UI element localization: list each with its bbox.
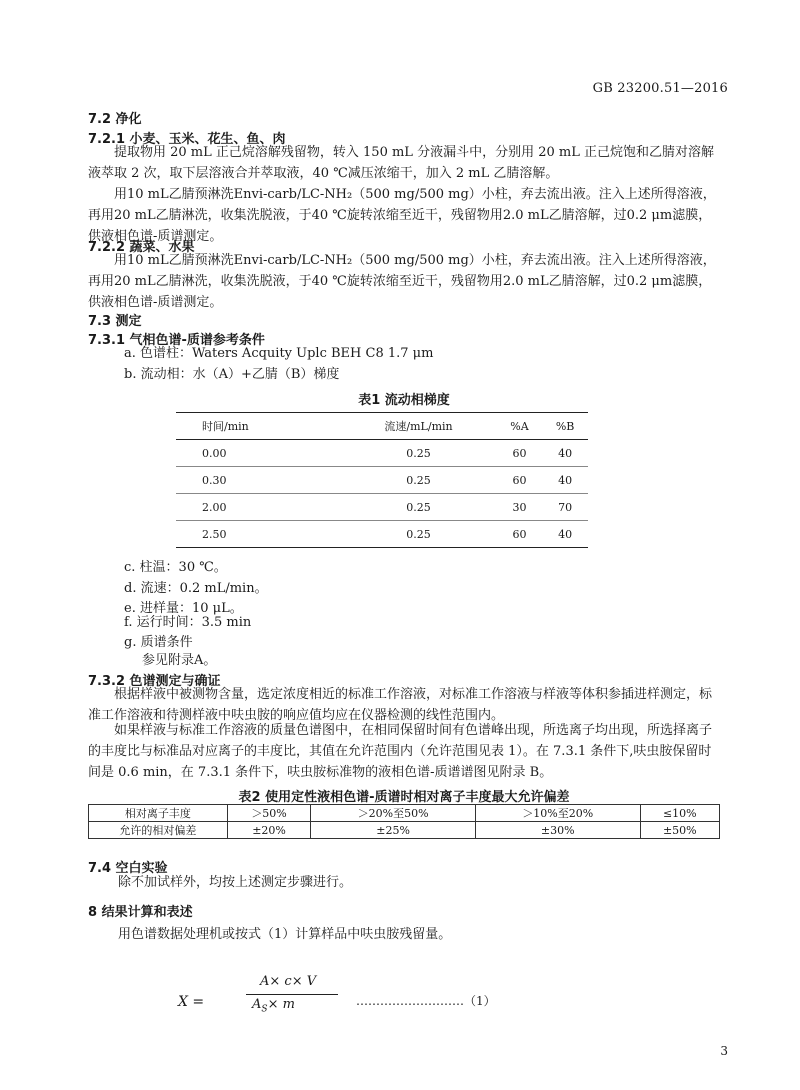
condition-item-b: b. 流动相：水（A）+乙腈（B）梯度 <box>124 367 340 382</box>
table-row <box>176 440 588 467</box>
section-7-2-2-heading: 7.2.2 蔬菜、水果 <box>88 240 195 255</box>
section-7-4-heading: 7.4 空白实验 <box>88 861 168 876</box>
table-cell: 0.25 <box>340 440 496 467</box>
section-7-3-1-heading: 7.3.1 气相色谱-质谱参考条件 <box>88 333 265 348</box>
table-cell: 2.00 <box>176 494 340 521</box>
table-2-caption: 表2 使用定性液相色谱-质谱时相对离子丰度最大允许偏差 <box>238 790 570 805</box>
condition-item-a: a. 色谱柱：Waters Acquity Uplc BEH C8 1.7 μm <box>124 346 434 361</box>
formula-denominator-rest: × m <box>267 997 295 1012</box>
table-row <box>89 805 720 822</box>
section-7-3-2-heading: 7.3.2 色谱测定与确证 <box>88 674 221 689</box>
table-cell: ±25% <box>311 822 476 839</box>
section-7-2-1-heading: 7.2.1 小麦、玉米、花生、鱼、肉 <box>88 132 286 147</box>
table-1-mobile-phase-gradient <box>176 412 588 548</box>
condition-item-e: e. 进样量：10 μL。 <box>124 601 243 616</box>
table-cell: 允许的相对偏差 <box>89 822 228 839</box>
table-cell: 相对离子丰度 <box>89 805 228 822</box>
formula-numerator: A× c× V <box>260 974 317 989</box>
table-row <box>176 494 588 521</box>
table-cell: 40 <box>542 440 588 467</box>
table-cell: 0.00 <box>176 440 340 467</box>
table-cell: ＞20%至50% <box>311 805 476 822</box>
formula-denominator-symbol: A <box>252 997 262 1012</box>
table-cell: 0.25 <box>340 467 496 494</box>
table-cell: 60 <box>497 521 542 548</box>
section-8-heading: 8 结果计算和表述 <box>88 905 193 920</box>
table-row <box>176 467 588 494</box>
table-1-caption: 表1 流动相梯度 <box>358 393 450 408</box>
table-cell: 40 <box>542 521 588 548</box>
section-7-4-paragraph: 除不加试样外，均按上述测定步骤进行。 <box>118 875 353 890</box>
formula-lhs: X = <box>178 994 205 1010</box>
table-1-header-a: %A <box>497 413 542 440</box>
standard-number: GB 23200.51—2016 <box>592 81 728 96</box>
table-cell: 0.25 <box>340 494 496 521</box>
table-cell: ≤10% <box>640 805 719 822</box>
condition-item-g: g. 质谱条件 <box>124 635 193 650</box>
table-row <box>89 822 720 839</box>
table-cell: ＞10%至20% <box>475 805 640 822</box>
table-cell: ＞50% <box>227 805 310 822</box>
table-cell: 2.50 <box>176 521 340 548</box>
table-1-header-flow: 流速/mL/min <box>340 413 496 440</box>
section-7-2-2-paragraph: 用10 mL乙腈预淋洗Envi-carb/LC-NH₂（500 mg/500 mg）小柱，弃去流出液。注入上述所得溶液，再用20 mL乙腈淋洗，收集洗脱液，于40 ℃旋转浓缩至近干，残留物用2.0 mL乙腈溶解，过0.2 μm滤膜，供液相色谱-质谱测定。 <box>88 253 716 310</box>
formula-number: ………………………（1） <box>356 994 496 1008</box>
section-7-2-heading: 7.2 净化 <box>88 112 142 127</box>
section-7-2-1-paragraph-2: 用10 mL乙腈预淋洗Envi-carb/LC-NH₂（500 mg/500 mg）小柱，弃去流出液。注入上述所得溶液，再用20 mL乙腈淋洗，收集洗脱液，于40 ℃旋转浓缩至近干，残留物用2.0 mL乙腈溶解，过0.2 μm滤膜，供液相色谱-质谱测定。 <box>88 187 716 244</box>
table-cell: ±30% <box>475 822 640 839</box>
table-cell: ±20% <box>227 822 310 839</box>
table-1-header-b: %B <box>542 413 588 440</box>
table-cell: 60 <box>497 440 542 467</box>
condition-item-f: f. 运行时间：3.5 min <box>124 615 252 630</box>
table-2-ion-abundance-deviation <box>88 804 720 839</box>
table-1-header-row <box>176 413 588 440</box>
condition-item-d: d. 流速：0.2 mL/min。 <box>124 581 268 596</box>
section-7-3-2-paragraph-1: 根据样液中被测物含量，选定浓度相近的标准工作溶液，对标准工作溶液与样液等体积参插进样测定，标准工作溶液和待测样液中呋虫胺的响应值均应在仪器检测的线性范围内。 <box>88 687 713 723</box>
table-cell: 40 <box>542 467 588 494</box>
formula-denominator <box>252 997 295 1015</box>
formula-denominator-subscript: S <box>261 1004 268 1015</box>
table-cell: 60 <box>497 467 542 494</box>
table-row <box>176 521 588 548</box>
section-7-3-2-paragraph-2: 如果样液与标准工作溶液的质量色谱图中，在相同保留时间有色谱峰出现，所选离子均出现，所选择离子的丰度比与标准品对应离子的丰度比，其值在允许范围内（允许范围见表 1）。在 7.3.1 条件下,呋虫胺保留时间是 0.6 min，在 7.3.1 条件下，呋虫胺标准物的液相色谱-质谱谱图见附录 B。 <box>88 723 713 780</box>
table-cell: 0.30 <box>176 467 340 494</box>
condition-item-c: c. 柱温：30 ℃。 <box>124 560 227 575</box>
condition-item-g-sub: 参见附录A。 <box>142 653 217 668</box>
page-number: 3 <box>720 1044 728 1058</box>
table-1-header-time: 时间/min <box>176 413 340 440</box>
section-7-3-heading: 7.3 测定 <box>88 314 142 329</box>
table-cell: ±50% <box>640 822 719 839</box>
section-7-2-1-paragraph-1: 提取物用 20 mL 正己烷溶解残留物，转入 150 mL 分液漏斗中，分别用 20 mL 正己烷饱和乙腈对溶解液萃取 2 次，取下层溶液合并萃取液，40 ℃减压浓缩干，加入 2 mL 乙腈溶解。 <box>88 145 714 181</box>
fraction-bar <box>246 994 338 995</box>
section-8-paragraph: 用色谱数据处理机或按式（1）计算样品中呋虫胺残留量。 <box>118 927 452 942</box>
table-cell: 0.25 <box>340 521 496 548</box>
table-cell: 30 <box>497 494 542 521</box>
table-cell: 70 <box>542 494 588 521</box>
